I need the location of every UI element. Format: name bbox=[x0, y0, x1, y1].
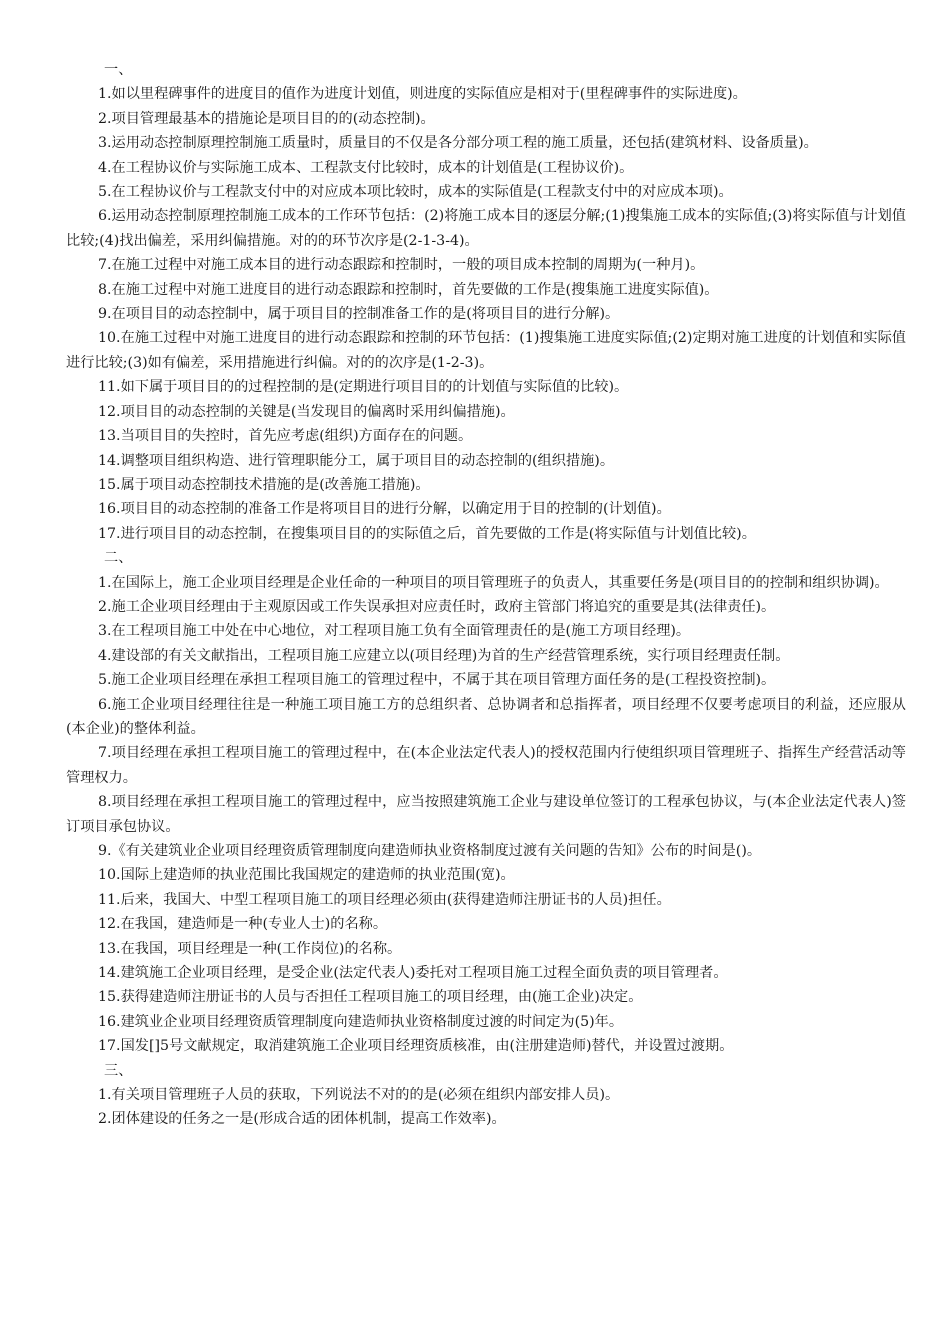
section-heading: 一、 bbox=[104, 62, 133, 78]
question-item: 9.在项目目的动态控制中，属于项目目的控制准备工作的是(将项目目的进行分解)。 bbox=[98, 306, 620, 323]
question-item: 7.项目经理在承担工程项目施工的管理过程中，在(本企业法定代表人)的授权范围内行使组织项目管理班子、指挥生产经营活动等管理权力。 bbox=[66, 745, 906, 786]
section-heading: 二、 bbox=[104, 550, 133, 567]
question-item: 11.后来，我国大、中型工程项目施工的项目经理必须由(获得建造师注册证书的人员)担任。 bbox=[98, 891, 671, 908]
question-item: 2.项目管理最基本的措施论是项目目的的(动态控制)。 bbox=[98, 110, 435, 127]
question-item: 11.如下属于项目目的的过程控制的是(定期进行项目目的的计划值与实际值的比较)。 bbox=[98, 379, 629, 396]
question-item: 15.获得建造师注册证书的人员与否担任工程项目施工的项目经理，由(施工企业)决定。 bbox=[98, 989, 643, 1006]
question-item: 13.在我国，项目经理是一种(工作岗位)的名称。 bbox=[98, 940, 402, 957]
question-item: 5.施工企业项目经理在承担工程项目施工的管理过程中，不属于其在项目管理方面任务的是(工程投资控制)。 bbox=[98, 672, 776, 689]
question-item: 13.当项目目的失控时，首先应考虑(组织)方面存在的问题。 bbox=[98, 428, 473, 445]
question-item: 10.国际上建造师的执业范围比我国规定的建造师的执业范围(宽)。 bbox=[98, 867, 515, 884]
question-item: 1.如以里程碑事件的进度目的值作为进度计划值，则进度的实际值应是相对于(里程碑事件的实际进度)。 bbox=[98, 86, 747, 103]
question-item: 7.在施工过程中对施工成本目的进行动态跟踪和控制时，一般的项目成本控制的周期为(一种月)。 bbox=[98, 257, 705, 274]
question-item: 12.在我国，建造师是一种(专业人士)的名称。 bbox=[98, 916, 388, 933]
question-item: 14.建筑施工企业项目经理，是受企业(法定代表人)委托对工程项目施工过程全面负责的项目管理者。 bbox=[98, 965, 728, 982]
question-item: 5.在工程协议价与工程款支付中的对应成本项比较时，成本的实际值是(工程款支付中的对应成本项)。 bbox=[98, 184, 733, 201]
question-item: 4.在工程协议价与实际施工成本、工程款支付比较时，成本的计划值是(工程协议价)。 bbox=[98, 159, 634, 176]
question-item: 8.在施工过程中对施工进度目的进行动态跟踪和控制时，首先要做的工作是(搜集施工进度实际值)。 bbox=[98, 281, 719, 298]
question-item: 8.项目经理在承担工程项目施工的管理过程中，应当按照建筑施工企业与建设单位签订的工程承包协议，与(本企业法定代表人)签订项目承包协议。 bbox=[66, 794, 906, 835]
question-item: 1.有关项目管理班子人员的获取，下列说法不对的的是(必须在组织内部安排人员)。 bbox=[98, 1087, 620, 1104]
question-item: 16.建筑业企业项目经理资质管理制度向建造师执业资格制度过渡的时间定为(5)年。 bbox=[98, 1013, 624, 1030]
question-item: 15.属于项目动态控制技术措施的是(改善施工措施)。 bbox=[98, 476, 430, 493]
question-item: 4.建设部的有关文献指出，工程项目施工应建立以(项目经理)为首的生产经营管理系统，实行项目经理责任制。 bbox=[98, 647, 790, 664]
question-item: 2.团体建设的任务之一是(形成合适的团体机制，提高工作效率)。 bbox=[98, 1111, 506, 1128]
question-item: 14.调整项目组织构造、进行管理职能分工，属于项目目的动态控制的(组织措施)。 bbox=[98, 452, 615, 469]
question-item: 17.国发[]5号文献规定，取消建筑施工企业项目经理资质核准，由(注册建造师)替代，并设置过渡期。 bbox=[98, 1038, 734, 1055]
section-heading: 三、 bbox=[104, 1062, 133, 1079]
question-item: 3.在工程项目施工中处在中心地位，对工程项目施工负有全面管理责任的是(施工方项目经理)。 bbox=[98, 623, 691, 640]
document-body bbox=[66, 58, 906, 1132]
question-item: 12.项目目的动态控制的关键是(当发现目的偏离时采用纠偏措施)。 bbox=[98, 403, 515, 420]
question-item: 6.施工企业项目经理往往是一种施工项目施工方的总组织者、总协调者和总指挥者，项目经理不仅要考虑项目的利益，还应服从(本企业)的整体利益。 bbox=[66, 696, 906, 737]
section-3 bbox=[90, 1059, 906, 1132]
question-item: 16.项目目的动态控制的准备工作是将项目目的进行分解，以确定用于目的控制的(计划值)。 bbox=[98, 501, 671, 518]
section-2 bbox=[66, 546, 906, 1059]
section-1 bbox=[66, 58, 906, 546]
question-item: 3.运用动态控制原理控制施工质量时，质量目的不仅是各分部分项工程的施工质量，还包括(建筑材料、设备质量)。 bbox=[98, 135, 818, 152]
question-item: 10.在施工过程中对施工进度目的进行动态跟踪和控制的环节包括：(1)搜集施工进度实际值;(2)定期对施工进度的计划值和实际值进行比较;(3)如有偏差，采用措施进行纠偏。对的的次序是(1-2-3)。 bbox=[66, 330, 906, 371]
question-item: 2.施工企业项目经理由于主观原因或工作失误承担对应责任时，政府主管部门将追究的重要是其(法律责任)。 bbox=[98, 598, 776, 615]
question-item: 1.在国际上，施工企业项目经理是企业任命的一种项目的项目管理班子的负责人，其重要任务是(项目目的的控制和组织协调)。 bbox=[98, 574, 889, 591]
question-item: 6.运用动态控制原理控制施工成本的工作环节包括：(2)将施工成本目的逐层分解;(1)搜集施工成本的实际值;(3)将实际值与计划值比较;(4)找出偏差，采用纠偏措施。对的的环节次序是(2-1-3-4)。 bbox=[66, 208, 906, 249]
question-item: 17.进行项目目的动态控制，在搜集项目目的的实际值之后，首先要做的工作是(将实际值与计划值比较)。 bbox=[98, 525, 756, 542]
question-item: 9.《有关建筑业企业项目经理资质管理制度向建造师执业资格制度过渡有关问题的告知》公布的时间是()。 bbox=[98, 843, 762, 859]
